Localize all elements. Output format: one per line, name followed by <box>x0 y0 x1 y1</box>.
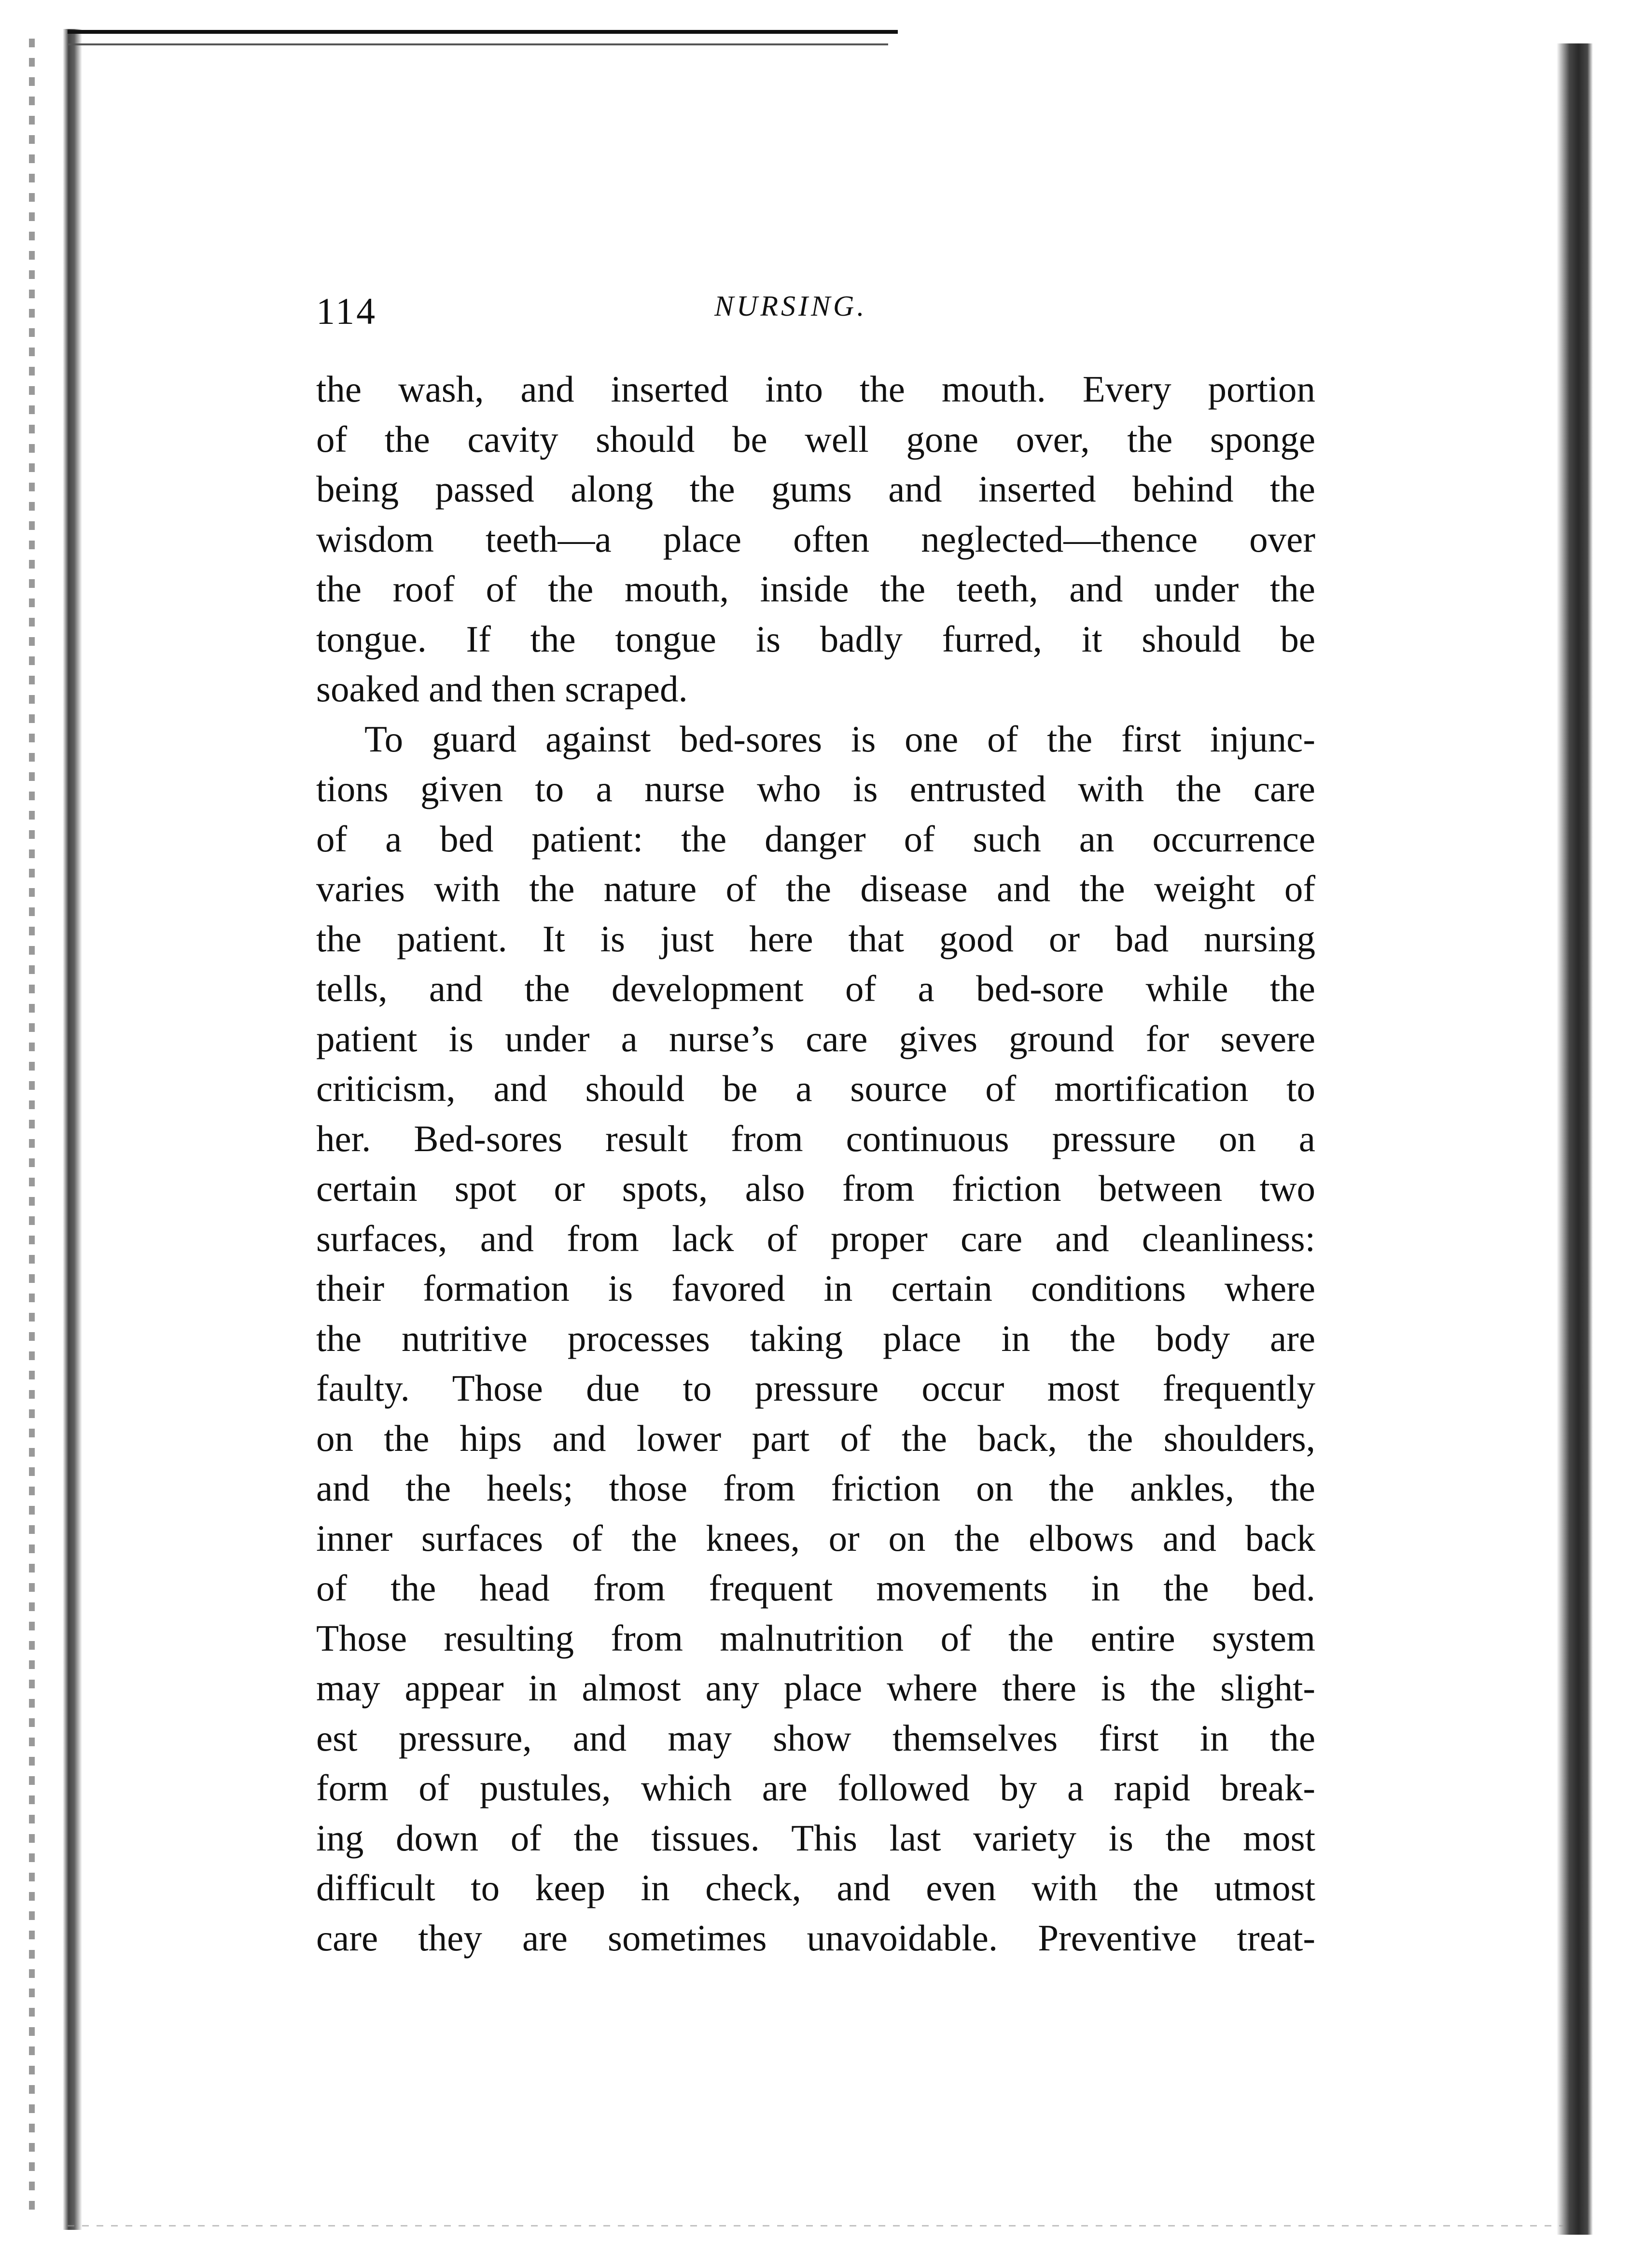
scan-edge-right <box>1557 43 1593 2235</box>
text-line: care they are sometimes unavoidable. Preventive treat- <box>316 1917 1315 1959</box>
running-title: NURSING. <box>714 290 867 322</box>
page-number: 114 <box>316 290 377 332</box>
text-line: the patient. It is just here that good or bad nursing <box>316 918 1315 960</box>
text-line: To guard against bed-sores is one of the first injunc- <box>364 718 1315 760</box>
text-line: on the hips and lower part of the back, the shoulders, <box>316 1417 1315 1459</box>
scan-edge-top-secondary <box>68 43 888 45</box>
text-line: tions given to a nurse who is entrusted with the care <box>316 768 1315 809</box>
running-head <box>316 290 1315 333</box>
text-line: her. Bed-sores result from continuous pressure on a <box>316 1117 1315 1159</box>
text-line: may appear in almost any place where there is the slight- <box>316 1667 1315 1709</box>
text-line: wisdom teeth—a place often neglected—thence over <box>316 518 1315 560</box>
text-line: criticism, and should be a source of mortification to <box>316 1068 1315 1109</box>
text-line: of a bed patient: the danger of such an occurrence <box>316 818 1315 860</box>
text-line: Those resulting from malnutrition of the entire system <box>316 1617 1315 1659</box>
text-line: est pressure, and may show themselves first in the <box>316 1717 1315 1759</box>
text-line: inner surfaces of the knees, or on the elbows and back <box>316 1517 1315 1559</box>
text-line: surfaces, and from lack of proper care and cleanliness: <box>316 1217 1315 1259</box>
body-text <box>316 364 1315 1963</box>
text-line: of the cavity should be well gone over, the sponge <box>316 418 1315 460</box>
text-line: soaked and then scraped. <box>316 668 688 710</box>
text-line: of the head from frequent movements in the bed. <box>316 1567 1315 1609</box>
text-line: the nutritive processes taking place in the body are <box>316 1317 1315 1359</box>
text-line: faulty. Those due to pressure occur most frequently <box>316 1367 1315 1409</box>
text-line: varies with the nature of the disease and the weight of <box>316 868 1315 909</box>
text-line: being passed along the gums and inserted behind the <box>316 468 1315 510</box>
text-line: tells, and the development of a bed-sore while the <box>316 968 1315 1009</box>
text-line: form of pustules, which are followed by a rapid break- <box>316 1767 1315 1809</box>
text-line: the wash, and inserted into the mouth. Every portion <box>316 368 1315 410</box>
scan-edge-left <box>63 29 82 2230</box>
scan-edge-bottom <box>68 2225 1564 2226</box>
text-line: tongue. If the tongue is badly furred, it should be <box>316 618 1315 660</box>
text-line: their formation is favored in certain conditions where <box>316 1267 1315 1309</box>
text-line: difficult to keep in check, and even with the utmost <box>316 1867 1315 1908</box>
text-line: patient is under a nurse’s care gives ground for severe <box>316 1017 1315 1059</box>
text-line: the roof of the mouth, inside the teeth, and under the <box>316 568 1315 610</box>
text-line: ing down of the tissues. This last variety is the most <box>316 1817 1315 1859</box>
scan-edge-top <box>68 30 898 34</box>
text-line: certain spot or spots, also from friction between two <box>316 1168 1315 1209</box>
text-line: and the heels; those from friction on the ankles, the <box>316 1467 1315 1509</box>
scan-edge-left-thin <box>29 39 35 2211</box>
